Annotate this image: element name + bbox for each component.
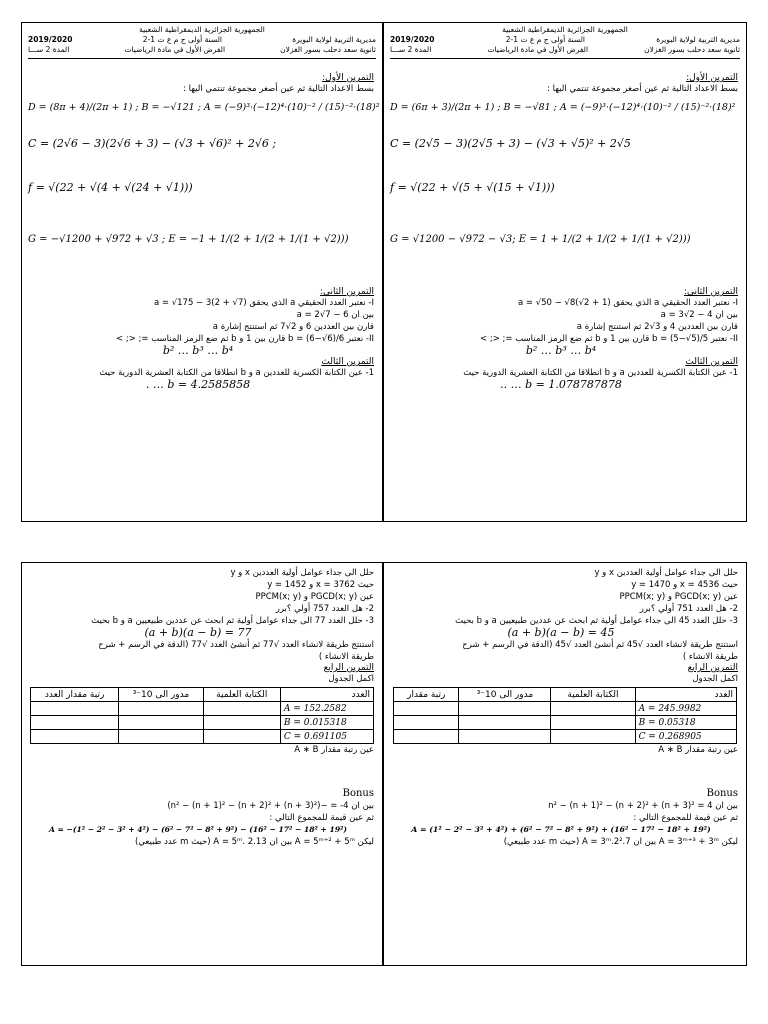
bonus-identity: بين ان 4 = n² − (n + 1)² − (n + 2)² + (n + 3)²: [548, 801, 738, 811]
directorate: مديرية التربية لولاية البويرة: [292, 35, 376, 44]
expression-g-e: G = √1200 − √972 − √3; E = 1 + 1/(2 + 1/(2 + 1/(1 + √2))): [390, 234, 691, 245]
exercise-2-part-1-compare: قارن بين العددين 6 و 2√7 ثم استنتج إشارة a: [212, 322, 374, 332]
col-scientific: الكتابة العلمية: [203, 688, 280, 702]
exercise-2-powers: b² … b³ … b⁴: [525, 344, 597, 357]
bonus-title: Bonus: [706, 788, 738, 799]
factorize-number-question: 3- حلل العدد 45 الى جداء عوامل أولية ثم ابحث عن عددين طبيعيين a و b بحيث: [455, 616, 738, 626]
cell-value-b: B = 0.05318: [635, 716, 736, 730]
col-rounded: مدور الى 10⁻³: [119, 688, 203, 702]
exam-title: الفرض الأول في مادة الرياضيات: [124, 45, 226, 54]
col-scientific: الكتابة العلمية: [551, 688, 635, 702]
cell-empty[interactable]: [119, 702, 203, 716]
cell-empty[interactable]: [394, 730, 459, 744]
cell-empty[interactable]: [394, 716, 459, 730]
prime-question: 2- هل العدد 757 أولي ؟برر: [275, 604, 374, 614]
cell-empty[interactable]: [459, 716, 551, 730]
difference-product: 45 = (a − b)(a + b): [507, 626, 615, 639]
exam-duration: المدة 2 ســـا: [28, 45, 70, 54]
cell-empty[interactable]: [459, 702, 551, 716]
cell-empty[interactable]: [203, 730, 280, 744]
exercise-1-instruction: بسط الاعداد التالية ثم عين أصغر مجموعة تنتمي اليها :: [183, 84, 374, 94]
cell-value-c: C = 0.268905: [635, 730, 736, 744]
complete-table-instruction: اكمل الجدول: [692, 674, 738, 684]
exercise-3-title: التمرين الثالث: [685, 357, 738, 367]
cell-empty[interactable]: [551, 702, 635, 716]
col-number: العدد: [635, 688, 736, 702]
exam-sheet-bottom-left: [21, 562, 383, 966]
cell-value-c: C = 0.691105: [280, 730, 373, 744]
cell-empty[interactable]: [119, 730, 203, 744]
exercise-2-part-2: II- نعتبر b = (6−√6)/6 قارن بين 1 و b ثم ضع الرمز المناسب =; <; >: [116, 334, 374, 344]
cell-empty[interactable]: [203, 702, 280, 716]
cell-empty[interactable]: [394, 702, 459, 716]
exercise-2-part-1: I- نعتبر العدد الحقيقي a الذي يحقق a = √175 − 3(2 + √7): [153, 298, 374, 308]
gcd-lcm-question: عين PGCD(x; y) و PPCM(x; y): [619, 592, 738, 602]
cell-value-a: A = 152.2582: [280, 702, 373, 716]
exam-sheet-top-right: [383, 22, 747, 522]
exercise-3-item-1: 1- عين الكتابة الكسرية للعددين a و b انطلاقا من الكتابة العشرية الدورية حيث: [99, 368, 374, 378]
difference-product: 77 = (a − b)(a + b): [144, 626, 252, 639]
cell-empty[interactable]: [119, 716, 203, 730]
table-header-row: [394, 688, 737, 702]
exercise-4-title: التمرين الرابع: [687, 663, 738, 673]
table-row: [31, 702, 374, 716]
exercise-2-part-1-show: بين ان a = 2√7 − 6: [296, 310, 374, 320]
bonus-sum-instruction: ثم عين قيمة للمجموع التالي :: [269, 813, 374, 823]
exercise-1-title: التمرين الأول:: [322, 73, 374, 83]
sheet-header: [22, 23, 382, 59]
republic-line: الجمهورية الجزائرية الديمقراطية الشعبية: [139, 25, 265, 34]
construction-question-end: طريقة الانشاء ): [318, 652, 374, 662]
bonus-title: Bonus: [342, 788, 374, 799]
factorize-instruction: حلل الى جداء عوامل أولية العددين x و y: [230, 568, 374, 578]
table-row: [394, 716, 737, 730]
order-of-magnitude-question: عين رتبة مقدار A ∗ B: [658, 745, 738, 755]
school-year: 2019/2020: [390, 35, 435, 44]
prime-question: 2- هل العدد 751 أولي ؟برر: [639, 604, 738, 614]
table-row: [394, 730, 737, 744]
values-table: [30, 687, 374, 744]
expression-d-b-a: D = (8π + 4)/(2π + 1) ; B = −√121 ; A = (−9)³·(−12)⁴·(10)⁻² / (15)⁻²·(18)²: [28, 102, 380, 113]
construction-question-end: طريقة الانشاء ): [682, 652, 738, 662]
construction-question: استنتج طريقة لانشاء العدد √77 ثم أنشئ العدد √77 (الدقة في الرسم + شرح: [98, 640, 374, 650]
col-order: رتبة مقدار: [394, 688, 459, 702]
cell-empty[interactable]: [551, 730, 635, 744]
expression-g-e: G = −√1200 + √972 + √3 ; E = −1 + 1/(2 + 1/(2 + 1/(1 + √2))): [28, 234, 349, 245]
values-x-y: حيث x = 4536 و y = 1470: [631, 580, 738, 590]
exercise-4-title: التمرين الرابع: [323, 663, 374, 673]
factorize-instruction: حلل الى جداء عوامل أولية العددين x و y: [594, 568, 738, 578]
cell-value-a: A = 245.9982: [635, 702, 736, 716]
values-table: [393, 687, 737, 744]
exercise-2-part-2: II- نعتبر b = (5−√5)/5 قارن بين 1 و b ثم ضع الرمز المناسب =; <; >: [480, 334, 738, 344]
cell-empty[interactable]: [31, 730, 119, 744]
exercise-3-decimal-b: b = 4.2585858 … .: [145, 378, 251, 391]
expression-c: C = (2√5 − 3)(2√5 + 3) − (√3 + √5)² + 2√5: [390, 137, 631, 150]
expression-c: C = (2√6 − 3)(2√6 + 3) − (√3 + √6)² + 2√6 ;: [28, 137, 277, 150]
exam-sheet-bottom-right: [383, 562, 747, 966]
gcd-lcm-question: عين PGCD(x; y) و PPCM(x; y): [255, 592, 374, 602]
cell-empty[interactable]: [203, 716, 280, 730]
table-row: [31, 716, 374, 730]
complete-table-instruction: اكمل الجدول: [328, 674, 374, 684]
bonus-sum: A = (1² − 2² − 3² + 4²) + (6² − 7² − 8² + 9²) + (16² − 17² − 18² + 19²): [411, 825, 711, 834]
factorize-number-question: 3- حلل العدد 77 الى جداء عوامل أولية ثم ابحث عن عددين طبيعيين a و b بحيث: [91, 616, 374, 626]
republic-line: الجمهورية الجزائرية الديمقراطية الشعبية: [502, 25, 628, 34]
sheet-header: [384, 23, 746, 59]
expression-d-b-a: D = (6π + 3)/(2π + 1) ; B = −√81 ; A = (−9)³·(−12)⁴·(10)⁻² / (15)⁻²·(18)²: [390, 102, 736, 113]
level: السنة أولى ج م ع ت 1-2: [142, 35, 222, 44]
exam-duration: المدة 2 ســـا: [390, 45, 432, 54]
cell-empty[interactable]: [459, 730, 551, 744]
col-rounded: مدور الى 10⁻³: [459, 688, 551, 702]
cell-empty[interactable]: [31, 716, 119, 730]
school-year: 2019/2020: [28, 35, 73, 44]
cell-value-b: B = 0.015318: [280, 716, 373, 730]
exercise-2-part-1: I- نعتبر العدد الحقيقي a الذي يحقق a = √50 − √8(√2 + 1): [517, 298, 738, 308]
school-name: ثانوية سعد دحلب بسور الغزلان: [644, 45, 740, 54]
bonus-sum: A = −(1² − 2² − 3² + 4²) − (6² − 7² − 8² + 9²) − (16² − 17² − 18² + 19²): [48, 825, 348, 834]
bonus-power-question: ليكن A = 5ᵐ⁺² + 5ᵐ بين ان A = 5ᵐ. 2.13 (حيث m عدد طبيعي): [135, 837, 374, 847]
school-name: ثانوية سعد دحلب بسور الغزلان: [280, 45, 376, 54]
exercise-1-title: التمرين الأول:: [686, 73, 738, 83]
construction-question: استنتج طريقة لانشاء العدد √45 ثم أنشئ العدد √45 (الدقة في الرسم + شرح: [462, 640, 738, 650]
exercise-3-item-1: 1- عين الكتابة الكسرية للعددين a و b انطلاقا من الكتابة العشرية الدورية حيث: [463, 368, 738, 378]
table-row: [31, 730, 374, 744]
values-x-y: حيث x = 3762 و y = 1452: [267, 580, 374, 590]
exercise-2-title: التمرين الثاني:: [683, 287, 738, 297]
exercise-2-part-1-show: بين ان a = 3√2 − 4: [660, 310, 738, 320]
exercise-1-instruction: بسط الاعداد التالية ثم عين أصغر مجموعة تنتمي اليها :: [547, 84, 738, 94]
table-row: [394, 702, 737, 716]
cell-empty[interactable]: [31, 702, 119, 716]
table-header-row: [31, 688, 374, 702]
bonus-sum-instruction: ثم عين قيمة للمجموع التالي :: [633, 813, 738, 823]
col-order: رتبة مقدار العدد: [31, 688, 119, 702]
exam-title: الفرض الأول في مادة الرياضيات: [487, 45, 589, 54]
exercise-3-title: التمرين الثالث: [321, 357, 374, 367]
bonus-identity: بين ان 4- = −(n² − (n + 1)² − (n + 2)² + (n + 3)²): [167, 801, 374, 811]
expression-f: f = √(22 + √(5 + √(15 + √1))): [390, 181, 555, 194]
bonus-power-question: ليكن A = 3ᵐ⁺³ + 3ᵐ بين ان A = 3ᵐ.2².7 (حيث m عدد طبيعي): [503, 837, 738, 847]
col-number: العدد: [280, 688, 373, 702]
exercise-2-title: التمرين الثاني:: [319, 287, 374, 297]
cell-empty[interactable]: [551, 716, 635, 730]
exercise-3-decimal-b: b = 1.078787878 … ..: [500, 378, 622, 391]
exercise-2-part-1-compare: قارن بين العددين 4 و 3√2 ثم استنتج إشارة a: [576, 322, 738, 332]
expression-f: f = √(22 + √(4 + √(24 + √1))): [28, 181, 193, 194]
exam-sheet-top-left: [21, 22, 383, 522]
level: السنة أولى ج م ع ت 1-2: [505, 35, 585, 44]
directorate: مديرية التربية لولاية البويرة: [656, 35, 740, 44]
order-of-magnitude-question: عين رتبة مقدار A ∗ B: [294, 745, 374, 755]
exercise-2-powers: b² … b³ … b⁴: [162, 344, 234, 357]
